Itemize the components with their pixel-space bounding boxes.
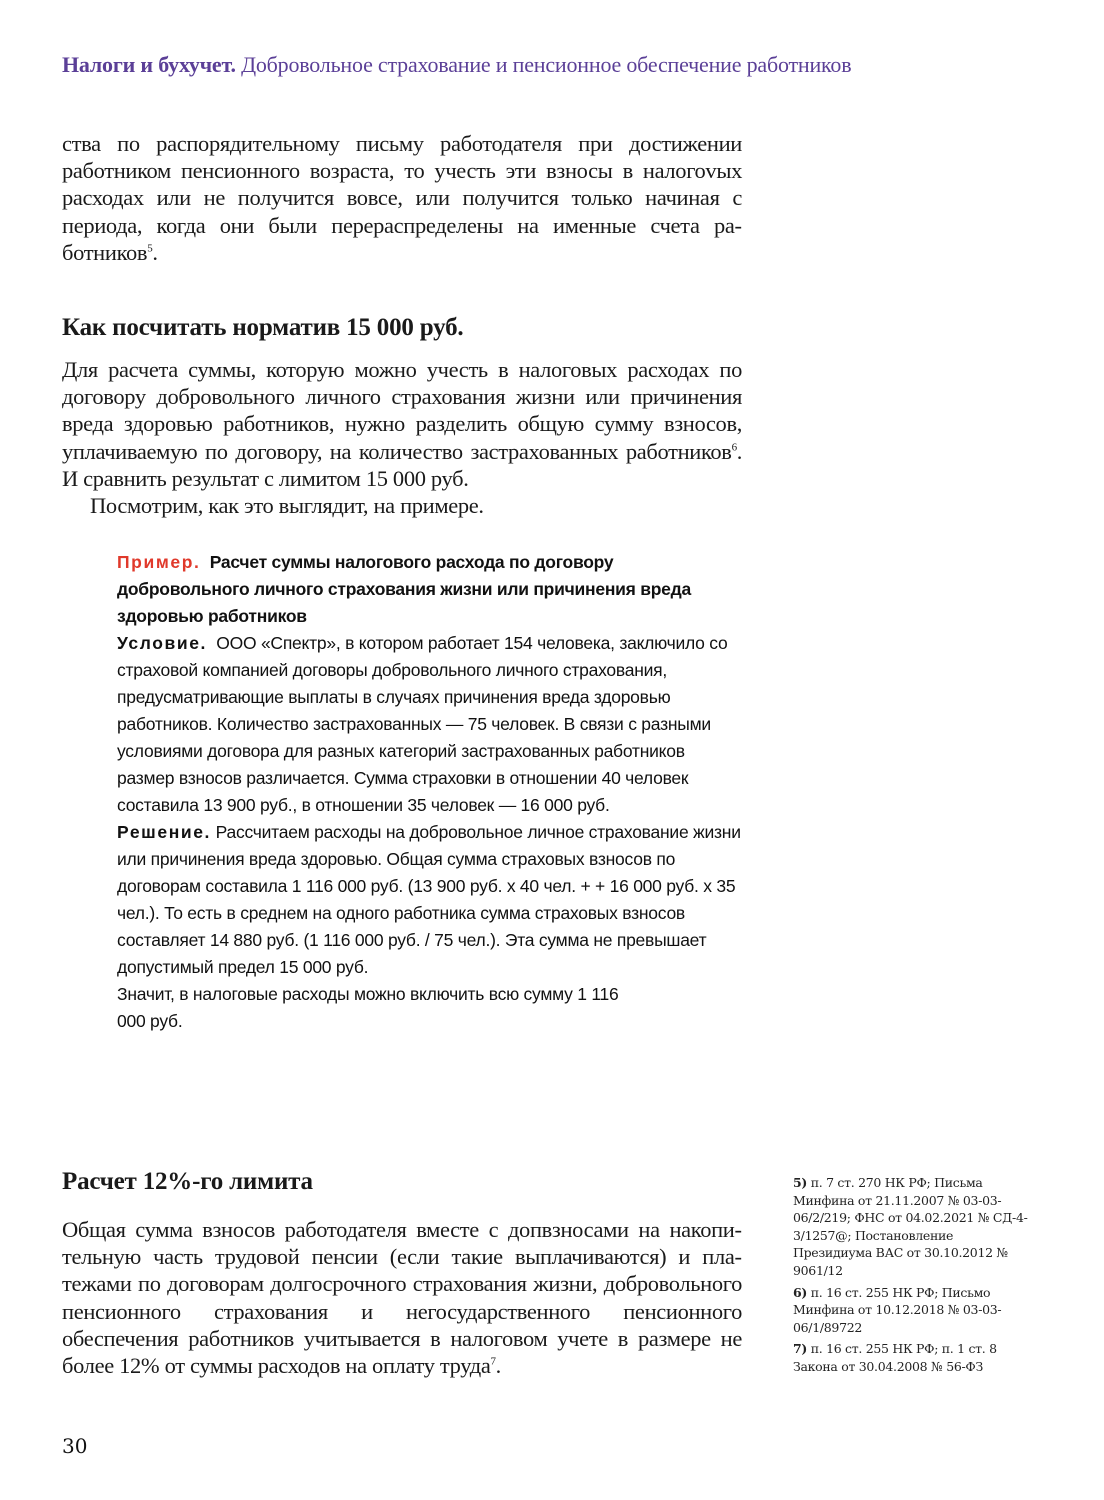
footnote-text: п. 7 ст. 270 НК РФ; Письма Минфина от 21.11.2007 № 03-03-06/2/219; ФНС от 04.02.2021 № СД-4-3/1257@; Постановление Президиума ВАС от 30.10.2012 № 9061/12 <box>793 1175 1028 1278</box>
condition-text: ООО «Спектр», в котором работает 154 человека, заключило со страховой компанией договоры добровольного личного страхования, предусматривающие выплаты в случаях причинения вреда здоровью работников. Количество застрахованных — 75 человек. В связи с разными условиями договора для разных категорий застрахованных работников размер взносов различается. Сумма страховки в отношении 40 человек составила 13 900 руб., в отношении 35 человек — 16 000 руб. <box>117 633 728 816</box>
footnote-number: 6) <box>793 1284 808 1300</box>
footnote-7 <box>793 1340 1033 1375</box>
footnote-6 <box>793 1284 1033 1337</box>
running-head-section: Налоги и бухучет. <box>62 52 236 77</box>
footnote-text: п. 16 ст. 255 НК РФ; п. 1 ст. 8 Закона от 30.04.2008 № 56-ФЗ <box>793 1341 997 1374</box>
condition-label: Условие. <box>117 633 208 654</box>
section2-paragraph <box>62 1216 742 1379</box>
section1-text-b: . И сравнить результат с лимитом 15 000 руб. <box>62 438 742 491</box>
example-solution <box>117 819 742 981</box>
example-conclusion: Значит, в налоговые расходы можно включить всю сумму 1 116 000 руб. <box>117 984 619 1032</box>
footnotes <box>793 1174 1033 1380</box>
main-column <box>62 130 742 1035</box>
section1-text-a: Для расчета суммы, которую можно учесть в налоговых расходах по договору добровольного личного страхования жизни или причинения вреда здоровью работников, нужно разделить общую сумму взносов, уплачиваемую по договору, на количество застрахованных работников <box>62 357 742 464</box>
solution-text: Рассчитаем расходы на добровольное личное страхование жизни или причинения вреда здоровью. Общая сумма страховых взносов по договорам составила 1 116 000 руб. (13 900 руб. х 40 чел. + + 16 000 руб. х 35 чел.). То есть в среднем на одного работника сумма страховых взносов составляет 14 880 руб. (1 116 000 руб. / 75 чел.). Эта сумма не превышает допустимый предел 15 000 руб. <box>117 822 741 978</box>
solution-label: Решение. <box>117 822 212 843</box>
section-heading-limit: Расчет 12%-го лимита <box>62 1168 313 1195</box>
running-head-title: Добровольное страхование и пенсионное обеспечение работников <box>241 52 852 77</box>
footnote-text: п. 16 ст. 255 НК РФ; Письмо Минфина от 10.12.2018 № 03-03-06/1/89722 <box>793 1284 1002 1335</box>
example-title-text: Расчет суммы налогового расхода по договору добровольного личного страхования жизни или причинения вреда здоровью работников <box>117 552 692 627</box>
running-head <box>62 52 851 78</box>
intro-tail: . <box>152 239 158 265</box>
footnote-ref-7[interactable]: 7 <box>490 1355 496 1368</box>
footnote-ref-5[interactable]: 5 <box>147 242 153 255</box>
section1-paragraph <box>62 356 742 492</box>
section2-text-b: . <box>495 1353 501 1379</box>
footnote-ref-6[interactable]: 6 <box>731 441 737 454</box>
footnote-number: 5) <box>793 1175 808 1190</box>
intro-paragraph <box>62 130 742 266</box>
footnote-number: 7) <box>793 1341 808 1357</box>
example-box <box>117 549 742 1035</box>
example-label: Пример. <box>117 552 201 573</box>
footnote-5 <box>793 1174 1033 1280</box>
intro-text: ства по распорядительному письму работодателя при достижении работником пенсионного возраста, то учесть эти взносы в налогоvых расходах или не получится вовсе, или получится только начиная с периода, когда они были перераспределены на именные счета работников <box>62 131 742 265</box>
section1-paragraph-2: Посмотрим, как это выглядит, на примере. <box>90 493 484 519</box>
example-condition <box>117 630 742 819</box>
example-title <box>117 549 742 630</box>
section2-body <box>62 1216 742 1379</box>
section-heading-norm: Как посчитать норматив 15 000 руб. <box>62 314 464 342</box>
section2-text-a: Общая сумма взносов работодателя вместе с допвзносами на накопительную часть трудовой пенсии (если такие выплачиваются) и платежами по договорам долгосрочного страхования жизни, добровольного пенсионного страхования и негосударственного пенсионного обеспечения работников учитывается в налоговом учете в размере не более 12% от суммы расходов на оплату труда <box>62 1217 742 1379</box>
page-number: 30 <box>62 1434 88 1458</box>
